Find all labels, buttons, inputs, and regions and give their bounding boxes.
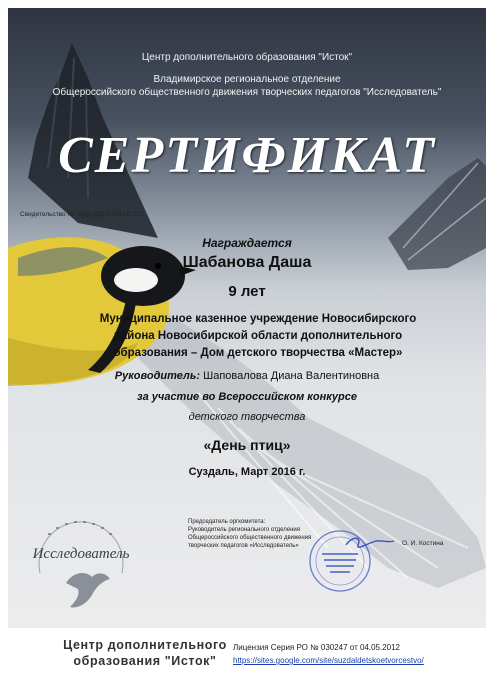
place-and-date: Суздаль, Март 2016 г. bbox=[188, 466, 306, 478]
footer-organization bbox=[60, 637, 230, 669]
footer-org-line: образования "Исток" bbox=[73, 654, 217, 668]
handwritten-signature bbox=[346, 538, 394, 547]
certificate-number: Свидетельство №: ЦДО-ДО-ПТИЦ-С-171 bbox=[20, 211, 145, 218]
institution-line: района Новосибирской области дополнительного bbox=[113, 330, 403, 342]
recipient-name: Шабанова Даша bbox=[182, 254, 312, 271]
chairman-caption bbox=[188, 518, 311, 550]
chairman-line: Общероссийского общественного движения bbox=[188, 535, 312, 541]
institution-block bbox=[48, 311, 468, 362]
logo-wordmark: Исследователь bbox=[32, 546, 130, 562]
logo-ring-lettering bbox=[48, 521, 112, 535]
leader-line bbox=[8, 370, 486, 382]
region-line-2: Общероссийского общественного движения творческих педагогов "Исследователь" bbox=[52, 87, 442, 98]
leader-label: Руководитель: bbox=[114, 370, 201, 382]
chairman-line: Председатель оргкомитета: bbox=[188, 519, 266, 525]
organization-stamp bbox=[298, 523, 398, 593]
chairman-line: Руководитель регионального отделения bbox=[188, 527, 301, 533]
awarded-label: Награждается bbox=[202, 236, 292, 250]
stamp-lettering bbox=[322, 553, 358, 573]
logo-dove-shape bbox=[66, 573, 110, 607]
footer-org-line: Центр дополнительного bbox=[63, 638, 227, 652]
signer-name: О. И. Костина bbox=[402, 540, 444, 547]
institution-line: образования – Дом детского творчества «Мастер» bbox=[113, 347, 403, 359]
issuer-organization: Центр дополнительного образования "Исток" bbox=[141, 52, 353, 63]
contest-name: «День птиц» bbox=[203, 437, 291, 453]
website-link[interactable]: https://sites.google.com/site/suzdaldetskoetvorcestvo/ bbox=[233, 656, 424, 665]
recipient-age: 9 лет bbox=[228, 283, 266, 300]
certificate-title: СЕРТИФИКАТ bbox=[58, 127, 436, 184]
certificate-card bbox=[8, 8, 486, 628]
chairman-line: творческих педагогов «Исследователь» bbox=[188, 543, 299, 549]
institution-line: Муниципальное казенное учреждение Новосибирского bbox=[99, 313, 417, 325]
issledovatel-logo bbox=[26, 513, 136, 625]
leader-name: Шаповалова Диана Валентиновна bbox=[203, 370, 380, 382]
participation-line-2: детского творчества bbox=[188, 411, 306, 423]
license-info: Лицензия Серия РО № 030247 от 04.05.2012 bbox=[233, 643, 400, 652]
participation-line-1: за участие во Всероссийском конкурсе bbox=[137, 391, 357, 403]
region-line-1: Владимирское региональное отделение bbox=[153, 74, 341, 85]
